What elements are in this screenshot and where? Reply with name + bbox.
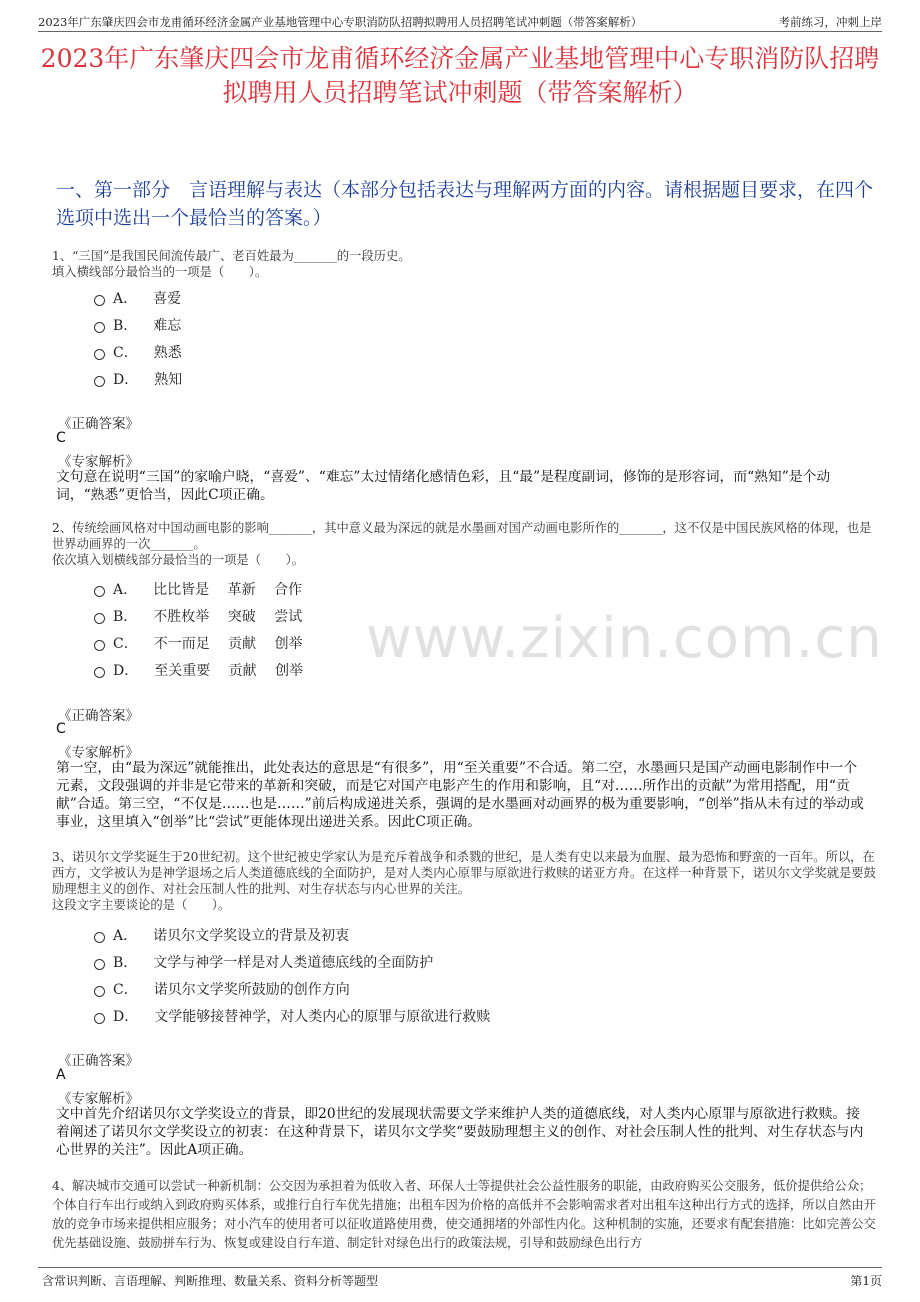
radio-icon[interactable] xyxy=(94,295,105,306)
question-2-answer: C xyxy=(56,721,66,737)
question-3-option-c[interactable]: C． 诺贝尔文学奖所鼓励的创作方向 xyxy=(94,975,490,1002)
question-2-option-d[interactable]: D． 至关重要 贡献 创举 xyxy=(94,656,303,683)
question-3-options xyxy=(94,921,490,1029)
question-4-stem: 4、解决城市交通可以尝试一种新机制：公交因为承担着为低收入者、环保人士等提供社会公益性服务的职能，由政府购买公交服务，低价提供给公众；个体自行车出行或纳入到政府购买体系，或推行自行车优先措施；出租车因为价格的高低并不会影响需求者对出租车这种出行方式的选择，所以自然由开放的竞争市场来提供相应服务；对小汽车的使用者可以征收道路使用费，使交通拥堵的外部性内化。这种机制的实施，还要求有配套措施：比如完善公交优先基础设施、鼓励拼车行为、恢复或建设自行车道、制定针对绿色出行的政策法规，引导和鼓励绿色出行方 xyxy=(52,1179,876,1250)
radio-icon[interactable] xyxy=(94,349,105,360)
question-1-option-c[interactable]: C． 熟悉 xyxy=(94,338,182,365)
question-2-answer-label: 《正确答案》 xyxy=(58,708,139,724)
question-1-answer-label: 《正确答案》 xyxy=(58,416,139,432)
radio-icon[interactable] xyxy=(94,376,105,387)
question-2-option-c[interactable]: C． 不一而足 贡献 创举 xyxy=(94,629,303,656)
section-heading: 一、第一部分 言语理解与表达（本部分包括表达与理解两方面的内容。请根据题目要求，在四个选项中选出一个最恰当的答案。） xyxy=(56,179,874,229)
radio-icon[interactable] xyxy=(94,322,105,333)
question-1-option-a[interactable]: A． 喜爱 xyxy=(94,284,182,311)
header-doc-title: 2023年广东肇庆四会市龙甫循环经济金属产业基地管理中心专职消防队招聘拟聘用人员招聘笔试冲刺题（带答案解析） xyxy=(38,15,643,29)
question-3-explanation: 文中首先介绍诺贝尔文学奖设立的背景，即20世纪的发展现状需要文学来维护人类的道德底线，对人类内心原罪与原欲进行救赎。接着阐述了诺贝尔文学奖设立的初衷：在这种背景下，诺贝尔文学奖“要鼓励理想主义的创作、对社会压制人性的批判、对生存状态与内心世界的关注”。因此A项正确。 xyxy=(56,1106,864,1158)
question-1-answer: C xyxy=(56,430,66,446)
question-3-option-a[interactable]: A． 诺贝尔文学奖设立的背景及初衷 xyxy=(94,921,490,948)
radio-icon[interactable] xyxy=(94,1013,105,1024)
question-1-stem: 1、“三国”是我国民间流传最广、老百姓最为_______的一段历史。 填入横线部分最恰当的一项是（ ）。 xyxy=(52,249,411,279)
question-3-answer-label: 《正确答案》 xyxy=(58,1053,139,1069)
question-1-explanation: 文句意在说明“三国”的家喻户晓，“喜爱”、“难忘”太过情绪化感情色彩，且“最”是程度副词，修饰的是形容词，而“熟知”是个动词，“熟悉”更恰当，因此C项正确。 xyxy=(56,469,831,503)
watermark: www.zixin.com.cn xyxy=(366,606,883,671)
question-3-stem: 3、诺贝尔文学奖诞生于20世纪初。这个世纪被史学家认为是充斥着战争和杀戮的世纪，是人类有史以来最为血腥、最为恐怖和野蛮的一百年。所以，在西方，文学被认为是神学退场之后人类道德底线的全面防护，是对人类内心原罪与原欲进行救赎的诺亚方舟。在这样一种背景下，诺贝尔文学奖就是要鼓励理想主义的创作、对社会压制人性的批判、对生存状态与内心世界的关注。 这段文字主要谈论的是（ ）。 xyxy=(52,850,876,912)
radio-icon[interactable] xyxy=(94,586,105,597)
question-2-option-a[interactable]: A． 比比皆是 革新 合作 xyxy=(94,575,303,602)
question-2-options xyxy=(94,575,303,683)
question-3-explanation-label: 《专家解析》 xyxy=(58,1091,139,1107)
page-header xyxy=(38,12,882,32)
question-1-explanation-label: 《专家解析》 xyxy=(58,454,139,470)
radio-icon[interactable] xyxy=(94,959,105,970)
question-3-option-b[interactable]: B． 文学与神学一样是对人类道德底线的全面防护 xyxy=(94,948,490,975)
question-1-options xyxy=(94,284,182,392)
radio-icon[interactable] xyxy=(94,932,105,943)
radio-icon[interactable] xyxy=(94,667,105,678)
question-1-option-d[interactable]: D． 熟知 xyxy=(94,365,182,392)
footer-note: 含常识判断、言语理解、判断推理、数量关系、资料分析等题型 xyxy=(42,1274,379,1288)
question-2-option-b[interactable]: B． 不胜枚举 突破 尝试 xyxy=(94,602,303,629)
page-number: 第1页 xyxy=(850,1274,882,1288)
question-3-answer: A xyxy=(56,1067,66,1083)
question-2-stem: 2、传统绘画风格对中国动画电影的影响_______，其中意义最为深远的就是水墨画对国产动画电影所作的_______，这不仅是中国民族风格的体现，也是世界动画界的一次_______。 依次填入划横线部分最恰当的一项是（ ）。 xyxy=(52,521,872,567)
radio-icon[interactable] xyxy=(94,986,105,997)
radio-icon[interactable] xyxy=(94,640,105,651)
question-1-option-b[interactable]: B． 难忘 xyxy=(94,311,182,338)
question-3-option-d[interactable]: D． 文学能够接替神学，对人类内心的原罪与原欲进行救赎 xyxy=(94,1002,490,1029)
page-footer xyxy=(38,1267,882,1287)
document-title: 2023年广东肇庆四会市龙甫循环经济金属产业基地管理中心专职消防队招聘拟聘用人员招聘笔试冲刺题（带答案解析） xyxy=(40,44,880,107)
header-slogan: 考前练习，冲刺上岸 xyxy=(778,15,882,29)
radio-icon[interactable] xyxy=(94,613,105,624)
question-2-explanation-label: 《专家解析》 xyxy=(58,745,139,761)
question-2-explanation: 第一空，由“最为深远”就能推出，此处表达的意思是“有很多”，用“至关重要”不合适。第二空，水墨画只是国产动画电影制作中一个元素，文段强调的并非是它带来的革新和突破，而是它对国产电影产生的作用和影响，且“对……所作出的贡献”为常用搭配，用“贡献”合适。第三空，“不仅是……也是……”前后构成递进关系，强调的是水墨画对动画界的极为重要影响，“创举”指从未有过的举动或事业，这里填入“创举”比“尝试”更能体现出递进关系。因此C项正确。 xyxy=(56,760,864,830)
